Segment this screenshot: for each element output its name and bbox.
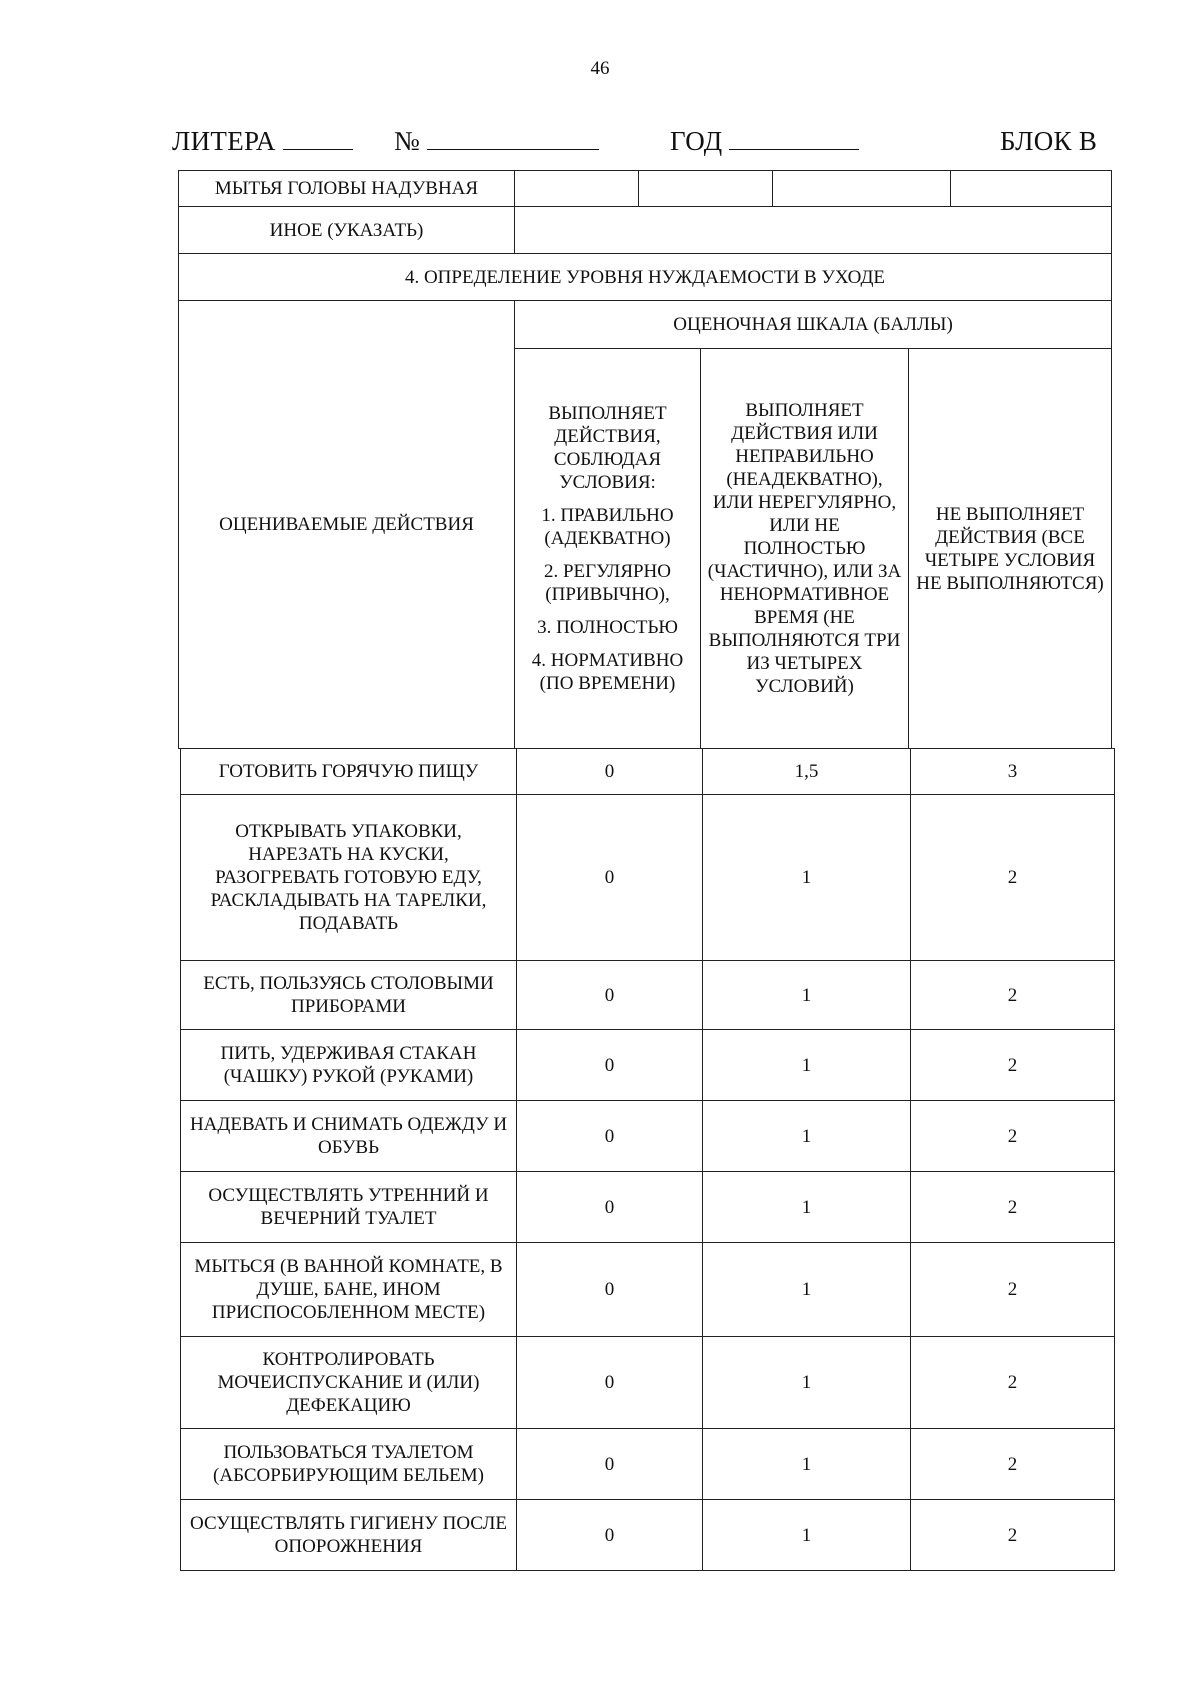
- table-row: [181, 1429, 1115, 1500]
- empty-cell[interactable]: [515, 207, 1112, 254]
- action-cell: ОТКРЫВАТЬ УПАКОВКИ, НАРЕЗАТЬ НА КУСКИ, РАЗОГРЕВАТЬ ГОТОВУЮ ЕДУ, РАСКЛАДЫВАТЬ НА ТАРЕЛКИ, ПОДАВАТЬ: [181, 795, 517, 961]
- litera-blank[interactable]: [283, 127, 353, 150]
- score-cell-0[interactable]: 0: [517, 1172, 703, 1243]
- score-cell-2[interactable]: 2: [911, 1337, 1115, 1429]
- section-title: 4. ОПРЕДЕЛЕНИЕ УРОВНЯ НУЖДАЕМОСТИ В УХОДЕ: [179, 254, 1112, 301]
- table-row: [181, 795, 1115, 961]
- score-cell-2[interactable]: 2: [911, 961, 1115, 1030]
- score-cell-0[interactable]: 0: [517, 1500, 703, 1571]
- score-cell-1[interactable]: 1: [703, 1243, 911, 1337]
- table-row: [179, 301, 1112, 349]
- score-cell-2[interactable]: 2: [911, 1243, 1115, 1337]
- row-label: ИНОЕ (УКАЗАТЬ): [179, 207, 515, 254]
- score-cell-2[interactable]: 2: [911, 795, 1115, 961]
- year-label: ГОД: [670, 126, 723, 156]
- action-cell: КОНТРОЛИРОВАТЬ МОЧЕИСПУСКАНИЕ И (ИЛИ) ДЕФЕКАЦИЮ: [181, 1337, 517, 1429]
- table-row: [181, 1243, 1115, 1337]
- table-row: [181, 1030, 1115, 1101]
- table-row: [181, 1172, 1115, 1243]
- empty-cell[interactable]: [773, 171, 951, 207]
- score-cell-2[interactable]: 3: [911, 749, 1115, 795]
- score-cell-1[interactable]: 1: [703, 1101, 911, 1172]
- table-row: [181, 749, 1115, 795]
- table-row: [179, 171, 1112, 207]
- year-blank[interactable]: [729, 127, 859, 150]
- score-cell-2[interactable]: 2: [911, 1500, 1115, 1571]
- block-label: БЛОК В: [1000, 126, 1098, 156]
- score-cell-0[interactable]: 0: [517, 1429, 703, 1500]
- scale-col-intro: ВЫПОЛНЯЕТ ДЕЙСТВИЯ, СОБЛЮДАЯ УСЛОВИЯ:: [548, 403, 667, 493]
- assessment-header-table: [178, 170, 1112, 301]
- score-cell-1[interactable]: 1: [703, 795, 911, 961]
- year-field: [670, 126, 859, 157]
- action-cell: ОСУЩЕСТВЛЯТЬ ГИГИЕНУ ПОСЛЕ ОПОРОЖНЕНИЯ: [181, 1500, 517, 1571]
- empty-cell[interactable]: [639, 171, 773, 207]
- number-label: №: [394, 126, 421, 156]
- action-cell: ОСУЩЕСТВЛЯТЬ УТРЕННИЙ И ВЕЧЕРНИЙ ТУАЛЕТ: [181, 1172, 517, 1243]
- action-cell: ЕСТЬ, ПОЛЬЗУЯСЬ СТОЛОВЫМИ ПРИБОРАМИ: [181, 961, 517, 1030]
- action-cell: НАДЕВАТЬ И СНИМАТЬ ОДЕЖДУ И ОБУВЬ: [181, 1101, 517, 1172]
- scale-header: ОЦЕНОЧНАЯ ШКАЛА (БАЛЛЫ): [515, 301, 1112, 349]
- score-cell-1[interactable]: 1: [703, 1337, 911, 1429]
- page-number: 46: [590, 58, 610, 79]
- scores-table: [180, 748, 1115, 1571]
- score-cell-2[interactable]: 2: [911, 1172, 1115, 1243]
- condition-3: 3. ПОЛНОСТЬЮ: [537, 617, 678, 638]
- score-cell-1[interactable]: 1: [703, 1500, 911, 1571]
- table-row: [181, 961, 1115, 1030]
- action-cell: ПОЛЬЗОВАТЬСЯ ТУАЛЕТОМ (АБСОРБИРУЮЩИМ БЕЛЬЕМ): [181, 1429, 517, 1500]
- litera-label: ЛИТЕРА: [172, 126, 276, 156]
- score-cell-0[interactable]: 0: [517, 1101, 703, 1172]
- empty-cell[interactable]: [951, 171, 1112, 207]
- action-cell: ПИТЬ, УДЕРЖИВАЯ СТАКАН (ЧАШКУ) РУКОЙ (РУКАМИ): [181, 1030, 517, 1101]
- action-cell: ГОТОВИТЬ ГОРЯЧУЮ ПИЩУ: [181, 749, 517, 795]
- score-cell-2[interactable]: 2: [911, 1101, 1115, 1172]
- score-cell-0[interactable]: 0: [517, 749, 703, 795]
- number-blank[interactable]: [427, 127, 599, 150]
- evaluated-actions-header: ОЦЕНИВАЕМЫЕ ДЕЙСТВИЯ: [179, 301, 515, 749]
- scale-header-table: [178, 300, 1112, 749]
- table-row: [181, 1500, 1115, 1571]
- score-cell-2[interactable]: 2: [911, 1030, 1115, 1101]
- score-cell-2[interactable]: 2: [911, 1429, 1115, 1500]
- empty-cell[interactable]: [515, 171, 639, 207]
- score-cell-0[interactable]: 0: [517, 795, 703, 961]
- table-row: [179, 254, 1112, 301]
- score-cell-0[interactable]: 0: [517, 1337, 703, 1429]
- table-row: [181, 1101, 1115, 1172]
- score-cell-1[interactable]: 1: [703, 1429, 911, 1500]
- scale-col-partial: ВЫПОЛНЯЕТ ДЕЙСТВИЯ ИЛИ НЕПРАВИЛЬНО (НЕАДЕКВАТНО), ИЛИ НЕРЕГУЛЯРНО, ИЛИ НЕ ПОЛНОСТЬЮ (ЧАСТИЧНО), ИЛИ ЗА НЕНОРМАТИВНОЕ ВРЕМЯ (НЕ ВЫПОЛНЯЮТСЯ ТРИ ИЗ ЧЕТЫРЕХ УСЛОВИЙ): [701, 349, 909, 749]
- score-cell-1[interactable]: 1,5: [703, 749, 911, 795]
- condition-2: 2. РЕГУЛЯРНО (ПРИВЫЧНО),: [543, 561, 672, 605]
- table-row: [181, 1337, 1115, 1429]
- number-field: [394, 126, 599, 157]
- score-cell-0[interactable]: 0: [517, 1030, 703, 1101]
- scale-col-full-compliance: [515, 349, 701, 749]
- litera-field: [172, 126, 353, 157]
- condition-4: 4. НОРМАТИВНО (ПО ВРЕМЕНИ): [531, 650, 684, 694]
- score-cell-0[interactable]: 0: [517, 961, 703, 1030]
- score-cell-1[interactable]: 1: [703, 1172, 911, 1243]
- score-cell-0[interactable]: 0: [517, 1243, 703, 1337]
- condition-1: 1. ПРАВИЛЬНО (АДЕКВАТНО): [541, 505, 674, 549]
- score-cell-1[interactable]: 1: [703, 961, 911, 1030]
- scale-col-none: НЕ ВЫПОЛНЯЕТ ДЕЙСТВИЯ (ВСЕ ЧЕТЫРЕ УСЛОВИЯ НЕ ВЫПОЛНЯЮТСЯ): [909, 349, 1112, 749]
- table-row: [179, 207, 1112, 254]
- action-cell: МЫТЬСЯ (В ВАННОЙ КОМНАТЕ, В ДУШЕ, БАНЕ, ИНОМ ПРИСПОСОБЛЕННОМ МЕСТЕ): [181, 1243, 517, 1337]
- score-cell-1[interactable]: 1: [703, 1030, 911, 1101]
- row-label: МЫТЬЯ ГОЛОВЫ НАДУВНАЯ: [179, 171, 515, 207]
